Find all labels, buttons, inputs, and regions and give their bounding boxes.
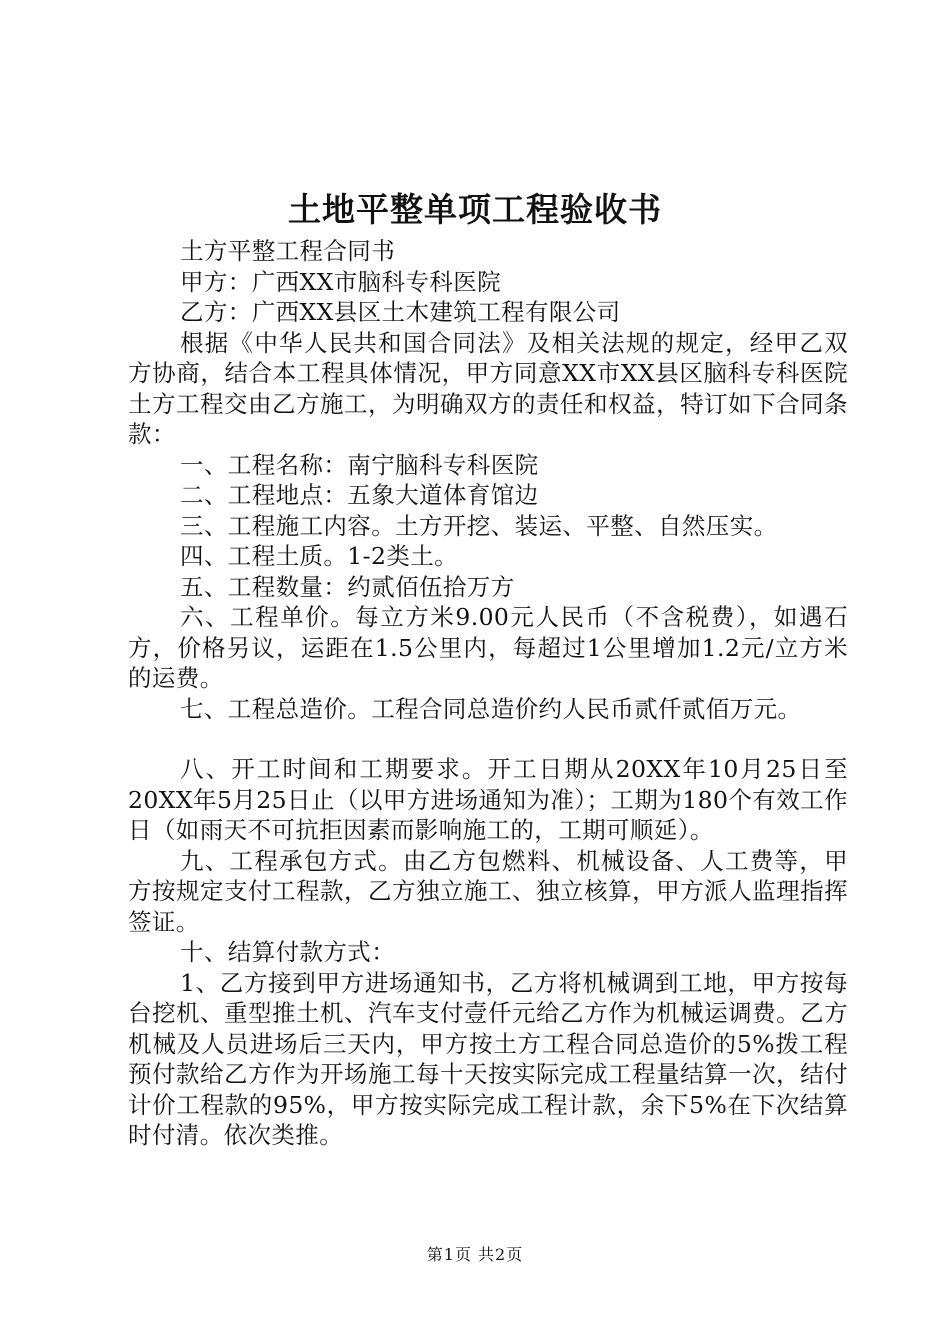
paragraph-clause-1: 一、工程名称：南宁脑科专科医院 bbox=[180, 450, 539, 479]
paragraph-clause-2: 二、工程地点：五象大道体育馆边 bbox=[180, 481, 539, 509]
paragraph-clause-10: 十、结算付款方式： bbox=[180, 938, 396, 966]
paragraph-party-a: 甲方：广西XX市脑科专科医院 bbox=[180, 267, 502, 296]
paragraph-clause-10-item-1: 1、乙方接到甲方进场通知书，乙方将机械调到工地，甲方按每台挖机、重型推土机、汽车支付壹仟元给乙方作为机械运调费。乙方机械及人员进场后三天内，甲方按土方工程合同总造价的5%拨工程预付款给乙方作为开场施工每十天按实际完成工程量结算一次，结付计价工程款的95%，甲方按实际完成工程计款，余下5%在下次结算时付清。依次类推。 bbox=[128, 968, 848, 1149]
paragraph-clause-3: 三、工程施工内容。土方开挖、装运、平整、自然压实。 bbox=[180, 511, 778, 540]
paragraph-clause-8: 八、开工时间和工期要求。开工日期从20XX年10月25日至20XX年5月25日止（以甲方进场通知为准）；工期为180个有效工作日（如雨天不可抗拒因素而影响施工的，工期可顺延）。 bbox=[128, 755, 848, 844]
paragraph-clause-4: 四、工程土质。1-2类土。 bbox=[180, 542, 459, 570]
paragraph-clause-7: 七、工程总造价。工程合同总造价约人民币贰仟贰佰万元。 bbox=[180, 694, 802, 723]
paragraph-party-b: 乙方：广西XX县区土木建筑工程有限公司 bbox=[180, 298, 621, 326]
paragraph-clause-6: 六、工程单价。每立方米9.00元人民币（不含税费），如遇石方，价格另议，运距在1.5公里内，每超过1公里增加1.2元/立方米的运费。 bbox=[128, 603, 848, 692]
paragraph-clause-5: 五、工程数量：约贰佰伍拾万方 bbox=[180, 572, 515, 601]
page-footer: 第1页 共2页 bbox=[426, 1245, 524, 1264]
paragraph-clause-9: 九、工程承包方式。由乙方包燃料、机械设备、人工费等，甲方按规定支付工程款，乙方独立施工、独立核算，甲方派人监理指挥签证。 bbox=[128, 846, 848, 936]
document-body bbox=[128, 236, 848, 1151]
document-title: 土地平整单项工程验收书 bbox=[288, 190, 662, 229]
paragraph-contract-heading: 土方平整工程合同书 bbox=[180, 237, 396, 265]
paragraph-preamble: 根据《中华人民共和国合同法》及相关法规的规定，经甲乙双方协商，结合本工程具体情况，甲方同意XX市XX县区脑科专科医院土方工程交由乙方施工，为明确双方的责任和权益，特订如下合同条款： bbox=[128, 328, 848, 448]
